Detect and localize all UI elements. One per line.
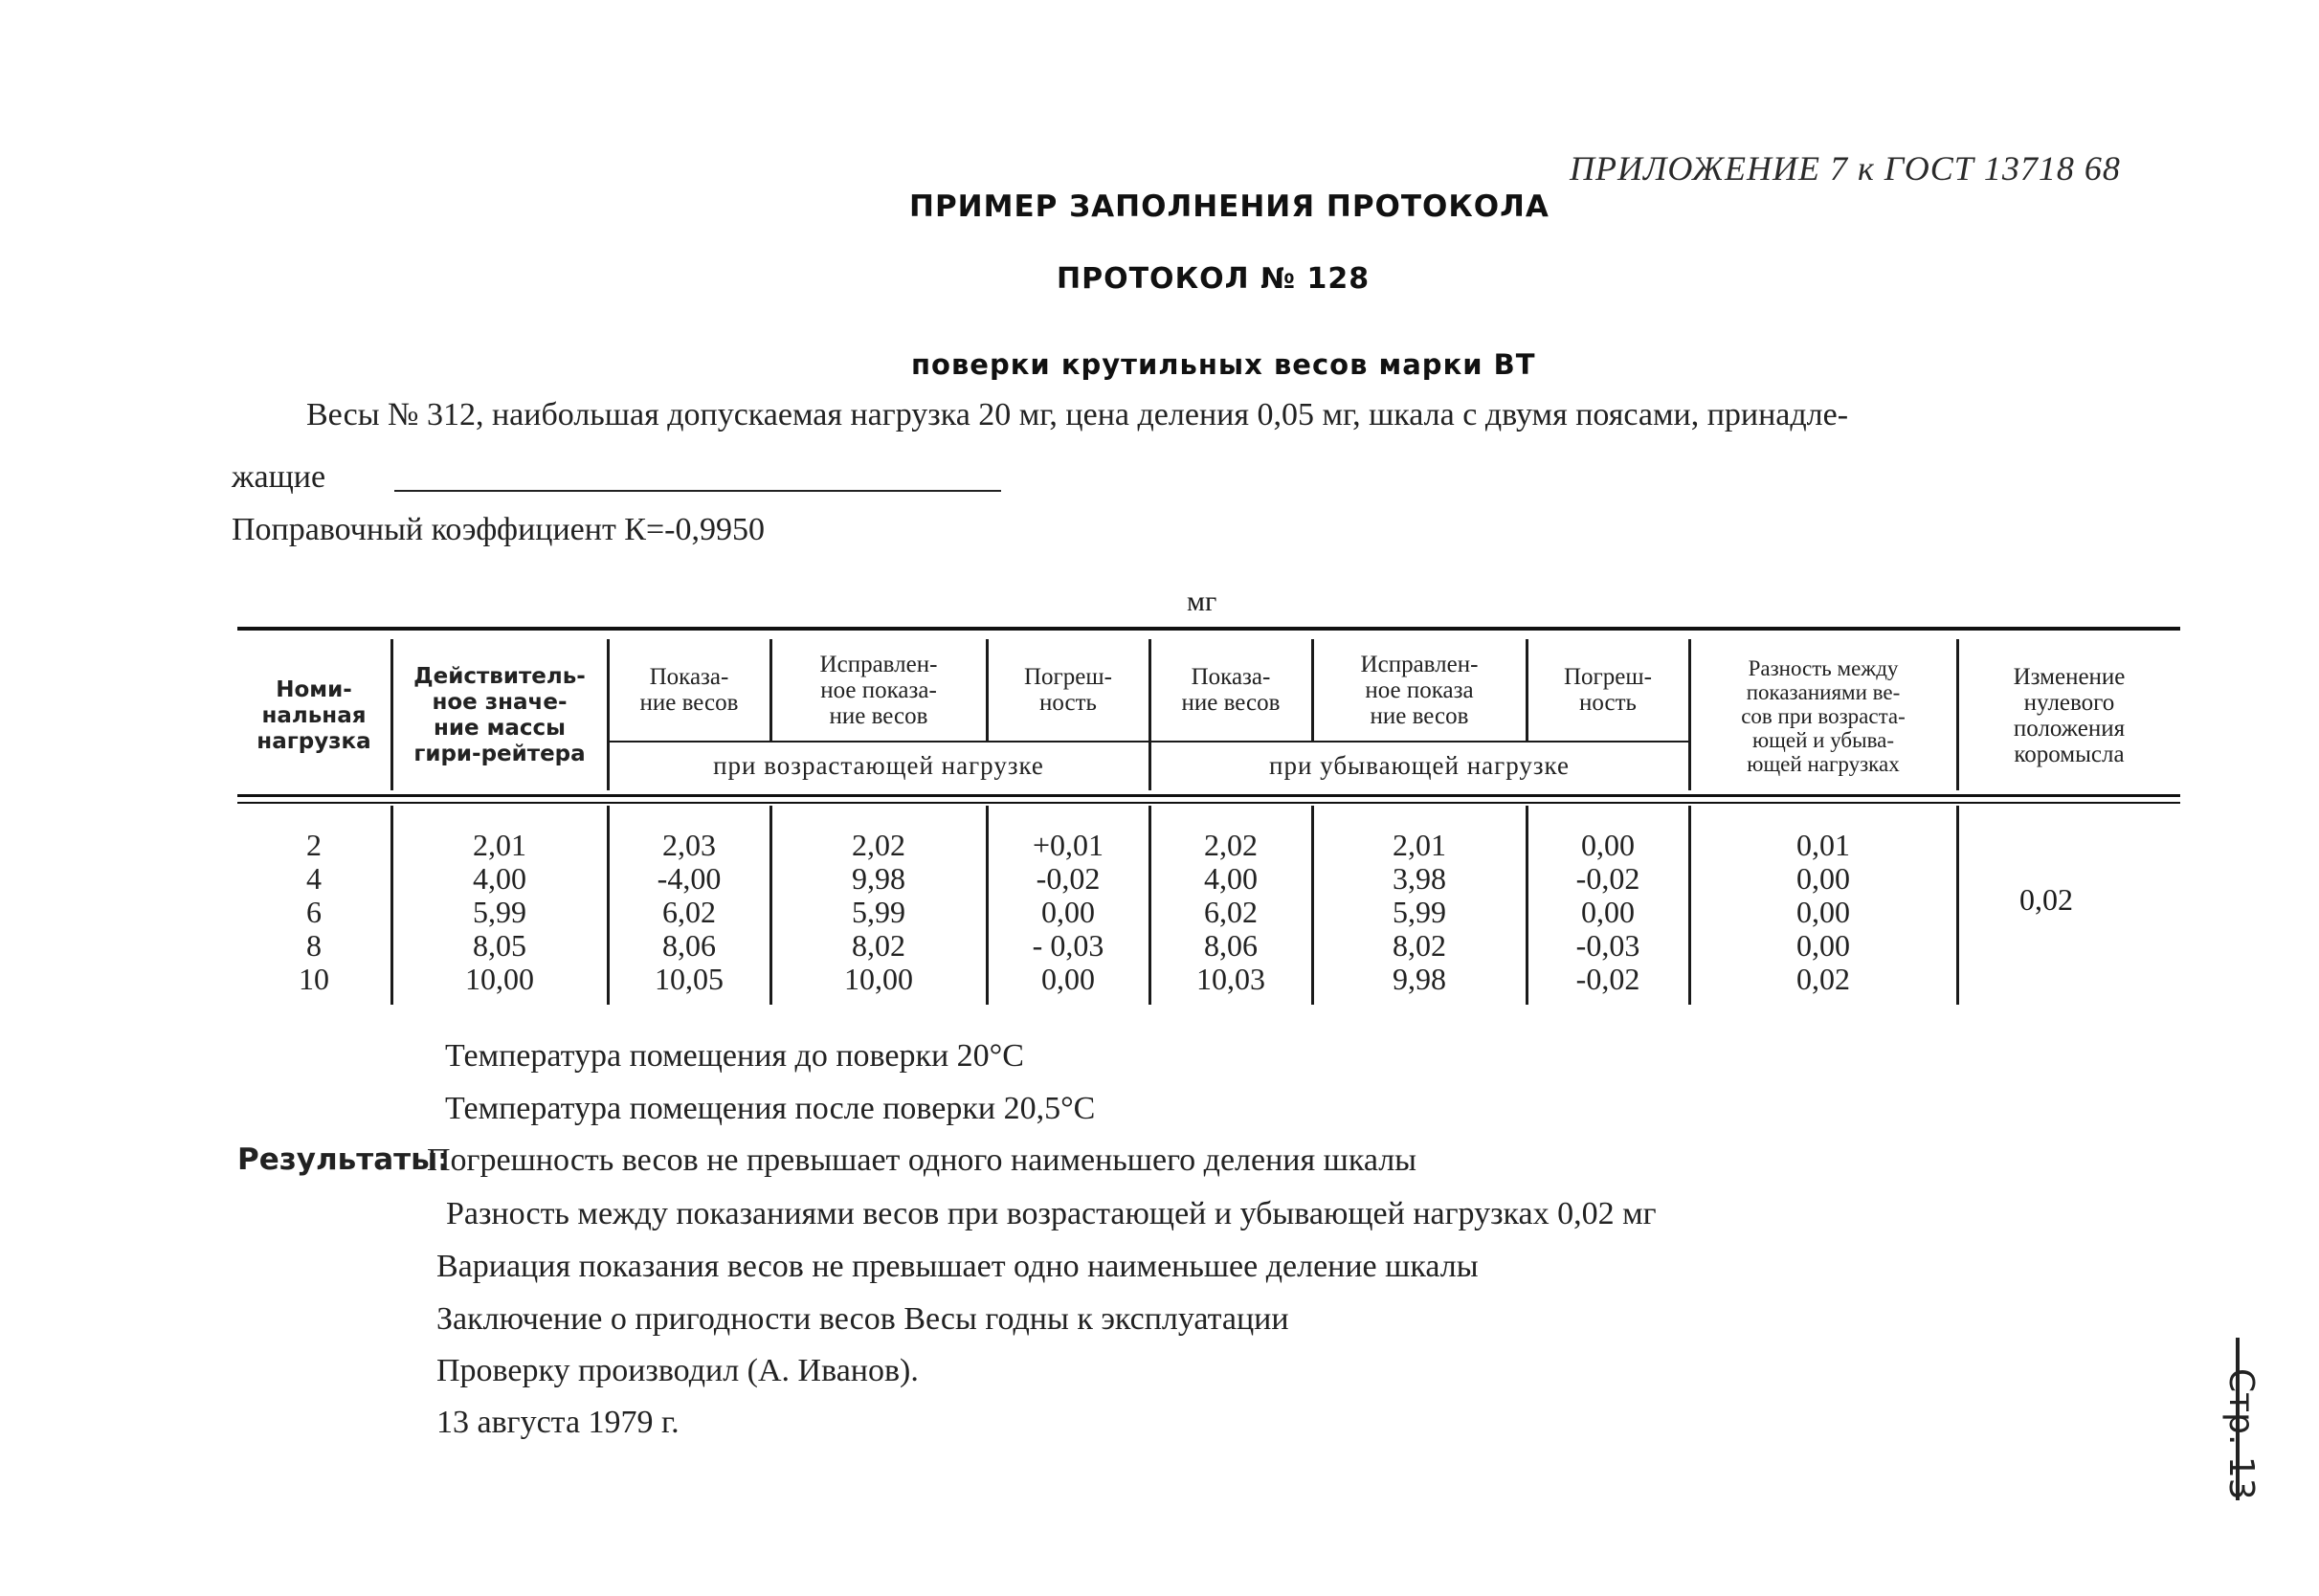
header-divider bbox=[1956, 639, 1959, 790]
table-cell: 2,01 bbox=[1393, 828, 1446, 862]
zero-change-value: 0,02 bbox=[2019, 882, 2073, 917]
table-cell: 6 bbox=[306, 895, 322, 929]
table-cell: 0,00 bbox=[1041, 895, 1095, 929]
table-cell: 8,06 bbox=[662, 928, 716, 963]
table-cell: -0,03 bbox=[1575, 928, 1640, 963]
table-top-rule bbox=[237, 627, 2180, 631]
header-divider bbox=[1311, 639, 1314, 741]
header-difference: Разность между показаниями ве- сов при возраста- ющей и убыва- ющей нагрузках bbox=[1741, 655, 1906, 776]
table-cell: 2 bbox=[306, 828, 322, 862]
appendix-reference: ПРИЛОЖЕНИЕ 7 к ГОСТ 13718 68 bbox=[1570, 149, 2121, 188]
result-variation: Вариация показания весов не превышает одно наименьшее деление шкалы bbox=[436, 1249, 1479, 1284]
table-cell: 4,00 bbox=[1204, 861, 1258, 896]
table-cell: 10,00 bbox=[844, 962, 913, 996]
table-cell: 2,02 bbox=[852, 828, 905, 862]
table-cell: 0,00 bbox=[1796, 895, 1850, 929]
temperature-before: Температура помещения до поверки 20°С bbox=[445, 1038, 1024, 1074]
body-divider bbox=[390, 806, 393, 1005]
column-inc-corrected bbox=[773, 829, 984, 996]
table-cell: 2,02 bbox=[1204, 828, 1258, 862]
header-divider bbox=[1526, 639, 1528, 741]
table-cell: 10,05 bbox=[655, 962, 724, 996]
document-title: ПРИМЕР ЗАПОЛНЕНИЯ ПРОТОКОЛА bbox=[909, 189, 1550, 224]
header-dec-corrected: Исправлен- ное показа ние весов bbox=[1360, 651, 1479, 729]
correction-coefficient: Поправочный коэффициент К=-0,9950 bbox=[232, 512, 765, 547]
body-divider bbox=[1688, 806, 1691, 1005]
column-dec-reading bbox=[1152, 829, 1309, 996]
body-divider bbox=[1956, 806, 1959, 1005]
header-dec-reading: Показа- ние весов bbox=[1181, 664, 1281, 716]
table-cell: -0,02 bbox=[1575, 962, 1640, 996]
group-divider-dec bbox=[1150, 741, 1688, 743]
header-divider bbox=[769, 639, 772, 741]
table-cell: 8,06 bbox=[1204, 928, 1258, 963]
protocol-number: ПРОТОКОЛ № 128 bbox=[1057, 262, 1371, 296]
table-cell: 10,00 bbox=[465, 962, 534, 996]
inspector: Проверку производил (А. Иванов). bbox=[436, 1353, 919, 1388]
table-cell: 5,99 bbox=[852, 895, 905, 929]
header-actual-mass: Действитель- ное значе- ние массы гири-рейтера bbox=[413, 664, 586, 766]
body-divider bbox=[769, 806, 772, 1005]
table-cell: 8,02 bbox=[1393, 928, 1446, 963]
column-dec-error bbox=[1529, 829, 1686, 996]
column-actual-mass bbox=[394, 829, 605, 996]
table-cell: +0,01 bbox=[1032, 828, 1104, 862]
header-divider bbox=[1148, 639, 1151, 790]
table-cell: 0,02 bbox=[1796, 962, 1850, 996]
table-cell: -0,02 bbox=[1036, 861, 1101, 896]
header-zero-change: Изменение нулевого положения коромысла bbox=[2013, 664, 2126, 767]
table-cell: 8,02 bbox=[852, 928, 905, 963]
table-header-rule-double bbox=[237, 802, 2180, 804]
header-inc-error: Погреш- ность bbox=[1024, 664, 1112, 716]
owner-blank-line bbox=[394, 490, 1001, 492]
table-cell: 6,02 bbox=[1204, 895, 1258, 929]
body-divider bbox=[1311, 806, 1314, 1005]
table-cell: 2,01 bbox=[473, 828, 526, 862]
table-cell: 3,98 bbox=[1393, 861, 1446, 896]
table-cell: - 0,03 bbox=[1032, 928, 1104, 963]
table-cell: 8,05 bbox=[473, 928, 526, 963]
table-cell: 0,00 bbox=[1796, 861, 1850, 896]
header-inc-reading: Показа- ние весов bbox=[639, 664, 739, 716]
table-cell: 9,98 bbox=[1393, 962, 1446, 996]
header-inc-corrected: Исправлен- ное показа- ние весов bbox=[819, 651, 938, 729]
column-inc-reading bbox=[611, 829, 768, 996]
inspection-date: 13 августа 1979 г. bbox=[436, 1405, 680, 1440]
owner-label: жащие bbox=[232, 459, 326, 495]
table-cell: 0,00 bbox=[1041, 962, 1095, 996]
body-divider bbox=[1526, 806, 1528, 1005]
body-divider bbox=[986, 806, 989, 1005]
group-increasing-load: при возрастающей нагрузке bbox=[713, 751, 1044, 780]
table-unit: мг bbox=[1187, 586, 1217, 617]
group-decreasing-load: при убывающей нагрузке bbox=[1269, 751, 1570, 780]
table-cell: 8 bbox=[306, 928, 322, 963]
table-cell: 10,03 bbox=[1196, 962, 1265, 996]
table-cell: -0,02 bbox=[1575, 861, 1640, 896]
scale-description: Весы № 312, наибольшая допускаемая нагрузка 20 мг, цена деления 0,05 мг, шкала с двумя поясами, принадле- bbox=[306, 397, 1849, 432]
results-label: Результаты: bbox=[237, 1142, 450, 1177]
temperature-after: Температура помещения после поверки 20,5°С bbox=[445, 1091, 1096, 1126]
table-cell: 4 bbox=[306, 861, 322, 896]
table-cell: 5,99 bbox=[1393, 895, 1446, 929]
header-divider bbox=[607, 639, 610, 790]
column-dec-corrected bbox=[1315, 829, 1524, 996]
header-dec-error: Погреш- ность bbox=[1564, 664, 1652, 716]
table-cell: 0,00 bbox=[1796, 928, 1850, 963]
body-divider bbox=[607, 806, 610, 1005]
body-divider bbox=[1148, 806, 1151, 1005]
table-cell: 4,00 bbox=[473, 861, 526, 896]
table-cell: -4,00 bbox=[657, 861, 722, 896]
table-cell: 2,03 bbox=[662, 828, 716, 862]
protocol-subtitle: поверки крутильных весов марки ВТ bbox=[911, 348, 1536, 381]
table-header-rule bbox=[237, 794, 2180, 797]
page-number: Стр. 13 bbox=[2221, 1368, 2261, 1500]
column-inc-error bbox=[990, 829, 1147, 996]
table-cell: 0,00 bbox=[1581, 828, 1635, 862]
conclusion: Заключение о пригодности весов Весы годны к эксплуатации bbox=[436, 1301, 1289, 1337]
column-difference bbox=[1692, 829, 1954, 996]
header-divider bbox=[390, 639, 393, 790]
table-cell: 9,98 bbox=[852, 861, 905, 896]
column-nominal-load bbox=[239, 829, 389, 996]
table-cell: 6,02 bbox=[662, 895, 716, 929]
table-cell: 5,99 bbox=[473, 895, 526, 929]
header-divider bbox=[1688, 639, 1691, 790]
table-cell: 0,01 bbox=[1796, 828, 1850, 862]
table-cell: 10 bbox=[299, 962, 329, 996]
header-nominal-load: Номи- нальная нагрузка bbox=[256, 676, 371, 754]
result-difference: Разность между показаниями весов при возрастающей и убывающей нагрузках 0,02 мг bbox=[446, 1196, 1657, 1231]
header-divider bbox=[986, 639, 989, 741]
result-error: Погрешность весов не превышает одного наименьшего деления шкалы bbox=[427, 1142, 1417, 1178]
table-cell: 0,00 bbox=[1581, 895, 1635, 929]
